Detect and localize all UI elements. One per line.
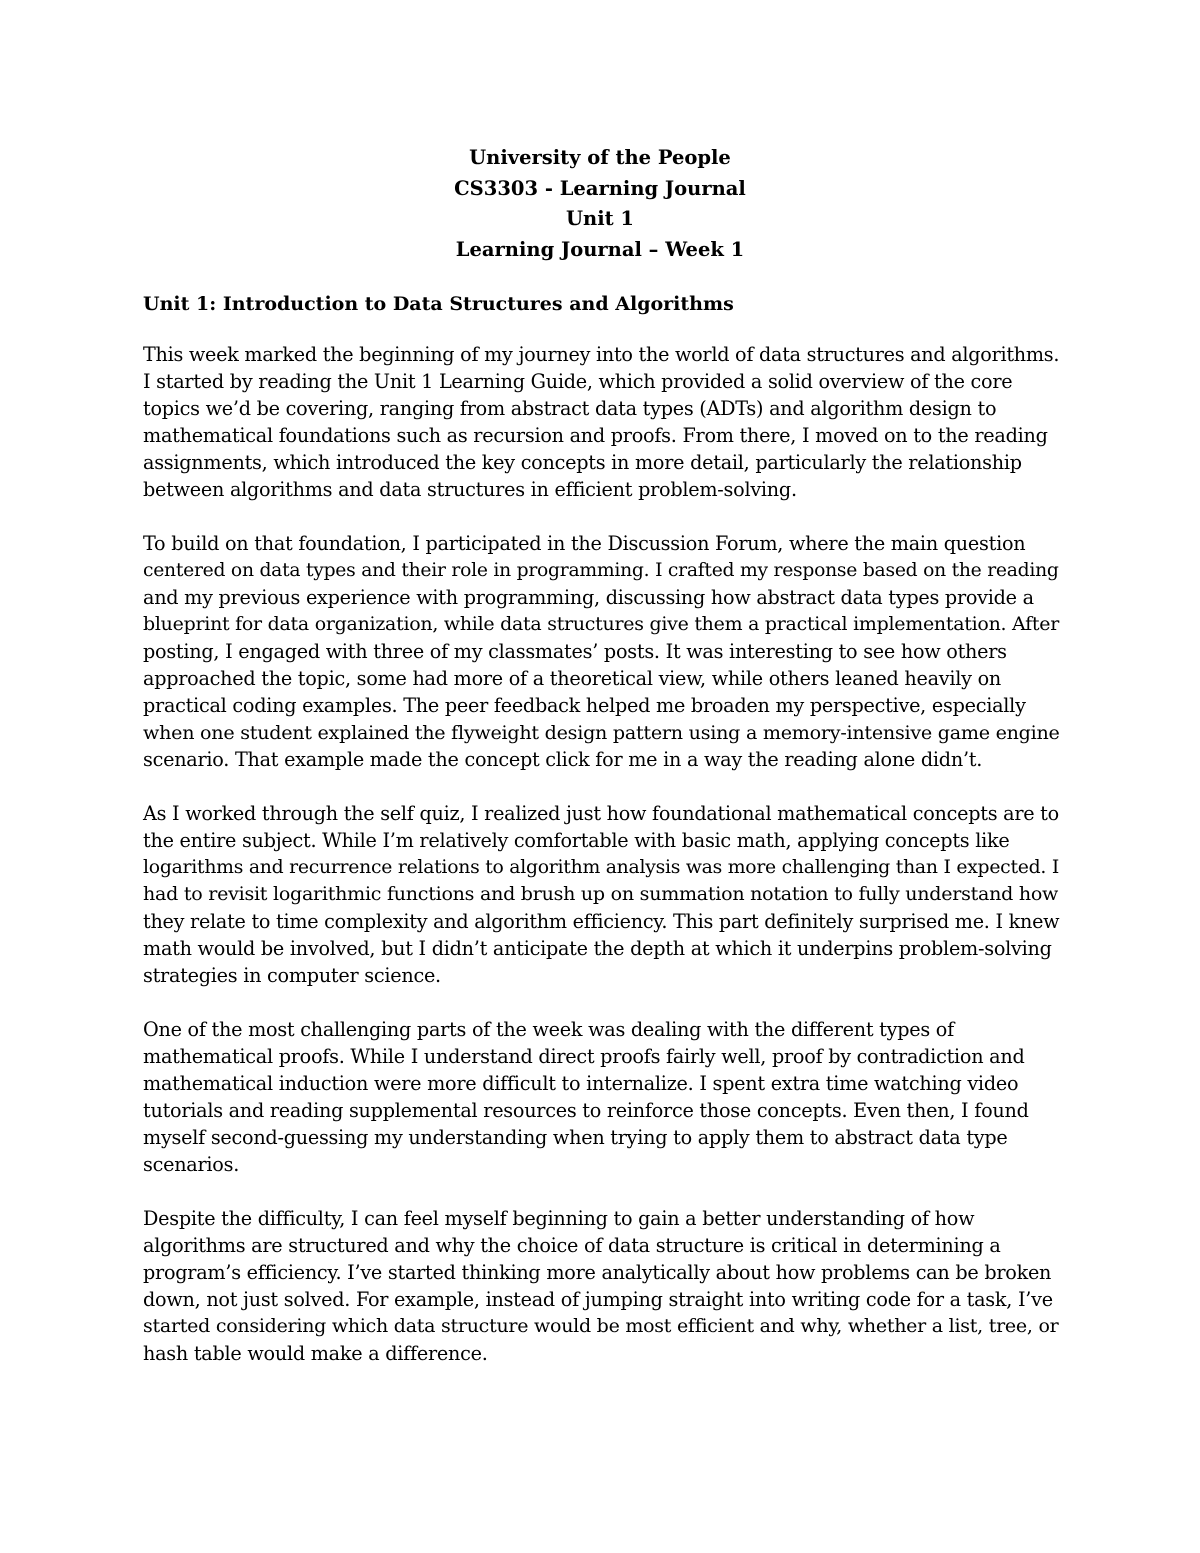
paragraph-line: This week marked the beginning of my journey into the world of data structures and algorithms. [143,343,1060,366]
paragraph-line: assignments, which introduced the key concepts in more detail, particularly the relationship [143,451,1022,474]
paragraph-line: To build on that foundation, I participated in the Discussion Forum, where the main question [143,532,1026,555]
paragraph-line: algorithms are structured and why the choice of data structure is critical in determining a [143,1234,1001,1257]
paragraph-line: down, not just solved. For example, instead of jumping straight into writing code for a task, I’ve [143,1288,1053,1311]
paragraph-line: blueprint for data organization, while data structures give them a practical implementation. After [143,613,1060,635]
paragraph-line: strategies in computer science. [143,964,441,987]
paragraph-line: centered on data types and their role in programming. I crafted my response based on the reading [143,560,1059,581]
paragraph-line: mathematical induction were more difficult to internalize. I spent extra time watching video [143,1072,1019,1095]
paragraph-line: As I worked through the self quiz, I realized just how foundational mathematical concepts are to [143,802,1059,825]
paragraph-line: Despite the difficulty, I can feel myself beginning to gain a better understanding of how [143,1207,975,1230]
paragraph [143,1205,1059,1367]
unit-label: Unit 1 [566,207,634,230]
paragraph-line: myself second-guessing my understanding when trying to apply them to abstract data type [143,1126,1008,1149]
paragraph-line: math would be involved, but I didn’t anticipate the depth at which it underpins problem-solving [143,937,1052,960]
section-heading: Unit 1: Introduction to Data Structures and Algorithms [143,293,734,315]
paragraph [143,800,1059,989]
paragraph-line: the entire subject. While I’m relatively comfortable with basic math, applying concepts like [143,829,1010,852]
university-name: University of the People [469,146,731,169]
paragraph-line: One of the most challenging parts of the week was dealing with the different types of [143,1018,954,1041]
paragraph [143,341,1059,503]
paragraph-line: practical coding examples. The peer feedback helped me broaden my perspective, especially [143,694,1026,717]
document-header [0,143,1200,265]
paragraph-line: scenarios. [143,1153,240,1176]
paragraph-line: they relate to time complexity and algorithm efficiency. This part definitely surprised me. I knew [143,910,1060,933]
course-title: CS3303 - Learning Journal [454,176,746,200]
paragraph-line: mathematical foundations such as recursion and proofs. From there, I moved on to the reading [143,424,1048,447]
paragraph-line: topics we’d be covering, ranging from abstract data types (ADTs) and algorithm design to [143,397,997,420]
paragraph-line: approached the topic, some had more of a theoretical view, while others leaned heavily on [143,667,1001,690]
paragraph-line: scenario. That example made the concept click for me in a way the reading alone didn’t. [143,748,983,771]
paragraph [143,1016,1059,1178]
paragraph-line: logarithms and recurrence relations to algorithm analysis was more challenging than I expected. I [143,857,1059,878]
paragraph-line: had to revisit logarithmic functions and brush up on summation notation to fully understand how [143,883,1059,905]
paragraph-line: posting, I engaged with three of my classmates’ posts. It was interesting to see how others [143,640,1007,663]
paragraph-line: I started by reading the Unit 1 Learning Guide, which provided a solid overview of the core [143,370,1013,393]
paragraph-line: between algorithms and data structures in efficient problem-solving. [143,478,797,501]
paragraph-line: program’s efficiency. I’ve started thinking more analytically about how problems can be broken [143,1261,1052,1284]
journal-title: Learning Journal – Week 1 [455,237,745,261]
paragraph-line: when one student explained the flyweight design pattern using a memory-intensive game engine [143,721,1060,744]
journal-body [143,341,1059,1394]
paragraph-line: and my previous experience with programming, discussing how abstract data types provide a [143,586,1034,609]
paragraph-line: tutorials and reading supplemental resources to reinforce those concepts. Even then, I found [143,1099,1029,1122]
paragraph [143,530,1059,773]
paragraph-line: started considering which data structure would be most efficient and why, whether a list, tree, or [143,1315,1059,1337]
paragraph-line: hash table would make a difference. [143,1342,488,1365]
paragraph-line: mathematical proofs. While I understand direct proofs fairly well, proof by contradiction and [143,1045,1025,1068]
